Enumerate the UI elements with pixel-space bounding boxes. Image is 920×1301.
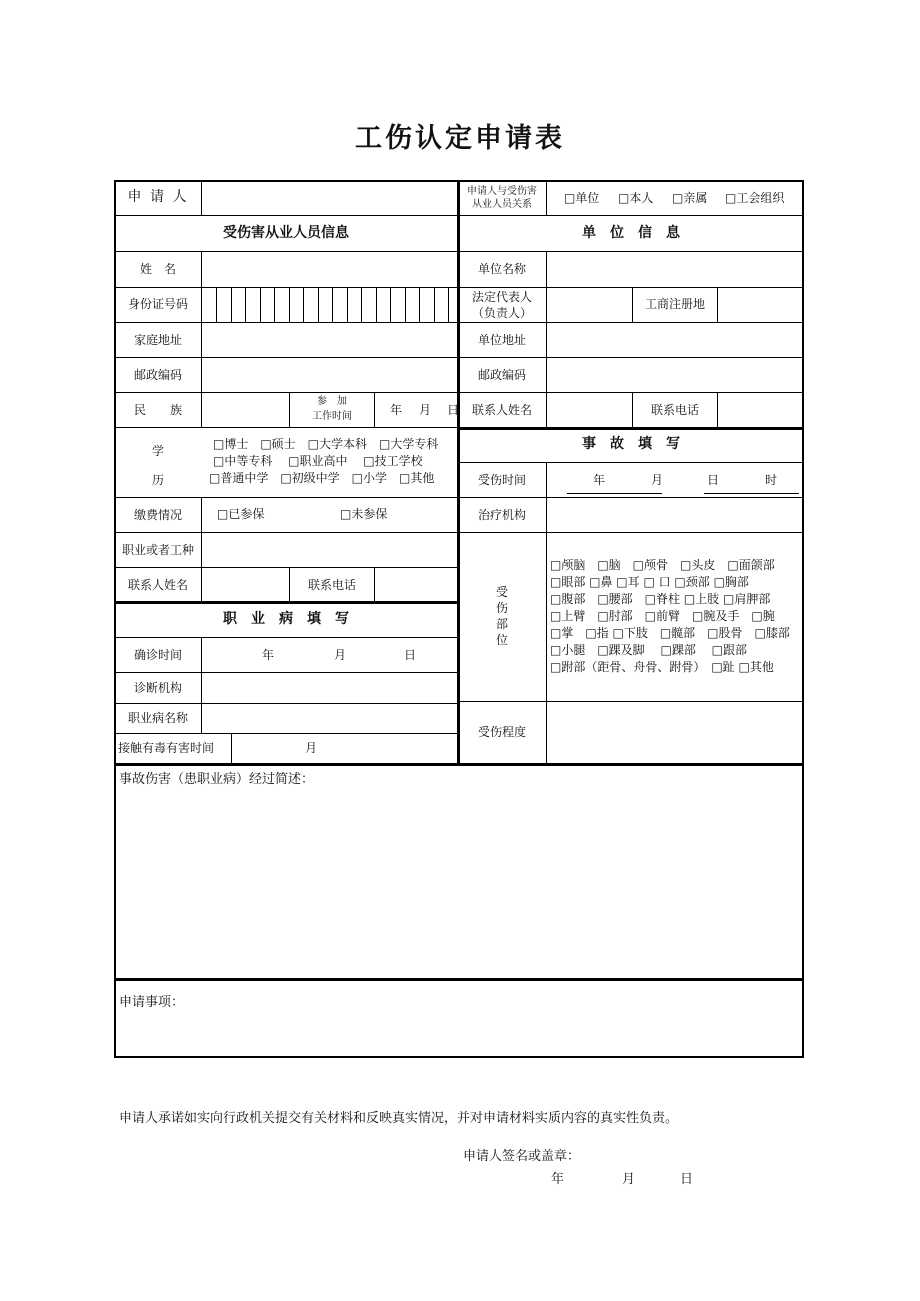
id-number-label: 身份证号码	[127, 297, 188, 311]
education-options-row-3[interactable]: □普通中学 □初级中学 □小学 □其他	[209, 471, 435, 485]
education-options-row-2[interactable]: □中等专科 □职业高中 □技工学校	[213, 454, 423, 468]
body-part-label-1: 受	[495, 585, 508, 599]
diagnosis-month-unit: 月	[334, 648, 347, 662]
employer-contact-name-label: 联系人姓名	[471, 403, 532, 417]
insured-checkbox[interactable]: □已参保	[217, 507, 265, 521]
join-work-label-2: 工作时间	[312, 411, 352, 422]
relation-label-2: 从业人员关系	[472, 199, 532, 210]
relation-label-1: 申请人与受伤害	[467, 186, 537, 197]
diagnosis-day-unit: 日	[404, 648, 417, 662]
education-label-2: 历	[151, 473, 164, 487]
injury-time-label: 受伤时间	[477, 473, 526, 487]
body-parts-row-5[interactable]: □掌 □指 □下肢 □髋部 □股骨 □膝部	[550, 626, 790, 640]
education-options-row-1[interactable]: □博士 □硕士 □大学本科 □大学专科	[213, 437, 439, 451]
injury-hour-unit: 时	[765, 473, 778, 487]
not-insured-checkbox[interactable]: □未参保	[340, 507, 388, 521]
worker-contact-name-label: 联系人姓名	[127, 578, 188, 592]
body-parts-row-2[interactable]: □眼部 □鼻 □耳 □ 口 □颈部 □胸部	[550, 575, 749, 589]
join-work-label-1: 参 加	[317, 396, 347, 407]
body-parts-row-6[interactable]: □小腿 □踝及脚 □踝部 □跟部	[550, 643, 747, 657]
legal-rep-label-2: （负责人）	[471, 306, 532, 320]
signature-label: 申请人签名或盖章：	[463, 1149, 581, 1164]
employer-postcode-label: 邮政编码	[477, 368, 526, 382]
diagnosis-time-label: 确诊时间	[133, 648, 182, 662]
home-address-label: 家庭地址	[133, 333, 182, 347]
injury-day-unit: 日	[707, 473, 720, 487]
sign-day-unit: 日	[680, 1172, 694, 1187]
accident-section-header: 事 故 填 写	[582, 436, 680, 452]
treatment-institution-label: 治疗机构	[477, 508, 526, 522]
diagnosis-year-unit: 年	[262, 648, 275, 662]
relation-option-relative[interactable]: □亲属	[672, 191, 708, 205]
join-month-unit: 月	[419, 403, 432, 417]
employer-name-label: 单位名称	[477, 262, 526, 276]
occupation-label: 职业或者工种	[121, 543, 194, 557]
legal-rep-label-1: 法定代表人	[471, 290, 532, 304]
sign-month-unit: 月	[622, 1172, 636, 1187]
employer-address-label: 单位地址	[477, 333, 526, 347]
form-title: 工伤认定申请表	[355, 123, 565, 154]
relation-option-union[interactable]: □工会组织	[725, 191, 785, 205]
relation-option-self[interactable]: □本人	[618, 191, 654, 205]
injury-month-unit: 月	[651, 473, 664, 487]
insurance-label: 缴费情况	[133, 508, 182, 522]
pledge-text: 申请人承诺如实向行政机关提交有关材料和反映真实情况，并对申请材料实质内容的真实性负责。	[119, 1111, 679, 1126]
exposure-month-unit: 月	[305, 741, 318, 755]
exposure-time-label: 接触有毒有害时间	[118, 741, 215, 755]
ethnicity-label: 民 族	[133, 403, 182, 417]
body-parts-row-7[interactable]: □跗部（距骨、舟骨、跗骨） □趾 □其他	[550, 660, 774, 674]
registry-label: 工商注册地	[644, 297, 705, 311]
worker-section-header: 受伤害从业人员信息	[223, 225, 349, 241]
join-year-unit: 年	[390, 403, 403, 417]
body-part-label-2: 伤	[495, 601, 508, 615]
body-parts-row-4[interactable]: □上臂 □肘部 □前臂 □腕及手 □腕	[550, 609, 775, 623]
body-part-label-3: 部	[495, 617, 508, 631]
injury-year-unit: 年	[593, 473, 606, 487]
disease-section-header: 职 业 病 填 写	[223, 611, 349, 627]
applicant-label: 申 请 人	[127, 189, 189, 205]
worker-name-label: 姓 名	[139, 262, 176, 276]
matters-label: 申请事项：	[119, 995, 185, 1010]
body-parts-row-3[interactable]: □腹部 □腰部 □脊柱 □上肢 □肩胛部	[550, 592, 771, 606]
description-label: 事故伤害（患职业病）经过简述：	[119, 772, 315, 787]
diagnosis-institution-label: 诊断机构	[133, 681, 182, 695]
worker-contact-phone-label: 联系电话	[307, 578, 356, 592]
body-parts-row-1[interactable]: □颅脑 □脑 □颅骨 □头皮 □面颌部	[550, 558, 775, 572]
sign-year-unit: 年	[551, 1172, 565, 1187]
injury-degree-label: 受伤程度	[477, 725, 526, 739]
disease-name-label: 职业病名称	[127, 711, 188, 725]
employer-contact-phone-label: 联系电话	[650, 403, 699, 417]
join-day-unit: 日	[447, 403, 460, 417]
employer-section-header: 单 位 信 息	[582, 225, 680, 241]
body-part-label-4: 位	[495, 633, 508, 647]
worker-postcode-label: 邮政编码	[133, 368, 182, 382]
relation-option-unit[interactable]: □单位	[564, 191, 600, 205]
education-label-1: 学	[151, 444, 164, 458]
